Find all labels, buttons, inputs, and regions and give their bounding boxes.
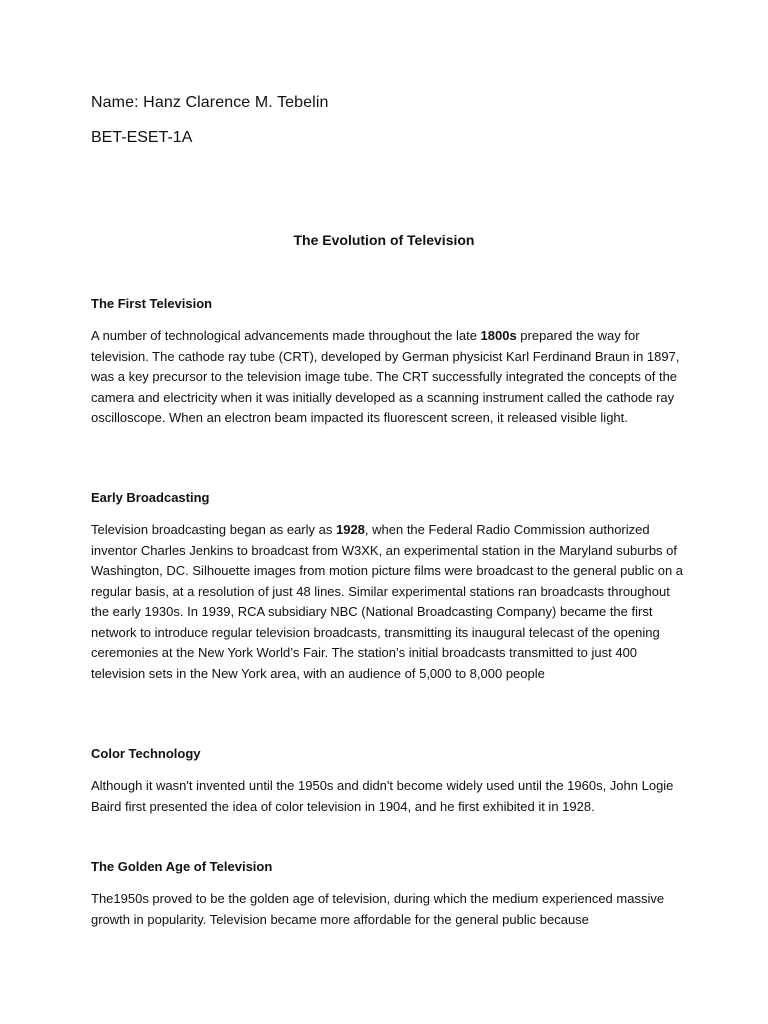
body-bold-text: 1928 xyxy=(335,522,365,537)
section-heading-first-television: The First Television xyxy=(91,296,213,311)
section-body-color-technology xyxy=(91,776,691,817)
section-heading-early-broadcasting: Early Broadcasting xyxy=(91,490,210,505)
section-body-early-broadcasting xyxy=(91,520,691,684)
section-body-golden-age xyxy=(91,889,691,930)
section-body-first-television xyxy=(91,326,691,429)
body-text: A number of technological advancements made throughout the late xyxy=(91,328,481,343)
body-text: The1950s proved to be the golden age of television, during which the medium experienced massive growth in popularity. Television became more affordable for the general public because xyxy=(91,891,665,927)
body-text: , when the Federal Radio Commission authorized inventor Charles Jenkins to broadcast from W3XK, an experimental station in the Maryland suburbs of Washington, DC. Silhouette images from motion picture films were broadcast to the general public on a regular basis, at a resolution of just 48 lines. Similar experimental stations ran broadcasts throughout the early 1930s. In 1939, RCA subsidiary NBC (National Broadcasting Company) became the first network to introduce regular television broadcasts, transmitting its inaugural telecast of the opening ceremonies at the New York World’s Fair. The station’s initial broadcasts transmitted to just 400 television sets in the New York area, with an audience of 5,000 to 8,000 people xyxy=(91,522,684,681)
section-heading-color-technology: Color Technology xyxy=(91,746,201,761)
author-name: Name: Hanz Clarence M. Tebelin xyxy=(91,94,329,111)
body-text: Although it wasn't invented until the 1950s and didn't become widely used until the 1960s, John Logie Baird first presented the idea of color television in 1904, and he first exhibited it in 1928. xyxy=(91,778,674,814)
body-text: Television broadcasting began as early as xyxy=(91,522,336,537)
section-heading-golden-age: The Golden Age of Television xyxy=(91,859,273,874)
body-bold-text: 1800s xyxy=(480,328,517,343)
body-text: prepared the way for television. The cathode ray tube (CRT), developed by German physicist Karl Ferdinand Braun in 1897, was a key precursor to the television image tube. The CRT successfully integrated the concepts of the camera and electricity when it was initially developed as a scanning instrument called the cathode ray oscilloscope. When an electron beam impacted its fluorescent screen, it released visible light. xyxy=(91,328,680,425)
document-title: The Evolution of Television xyxy=(293,232,475,248)
class-section: BET-ESET-1A xyxy=(91,129,193,146)
